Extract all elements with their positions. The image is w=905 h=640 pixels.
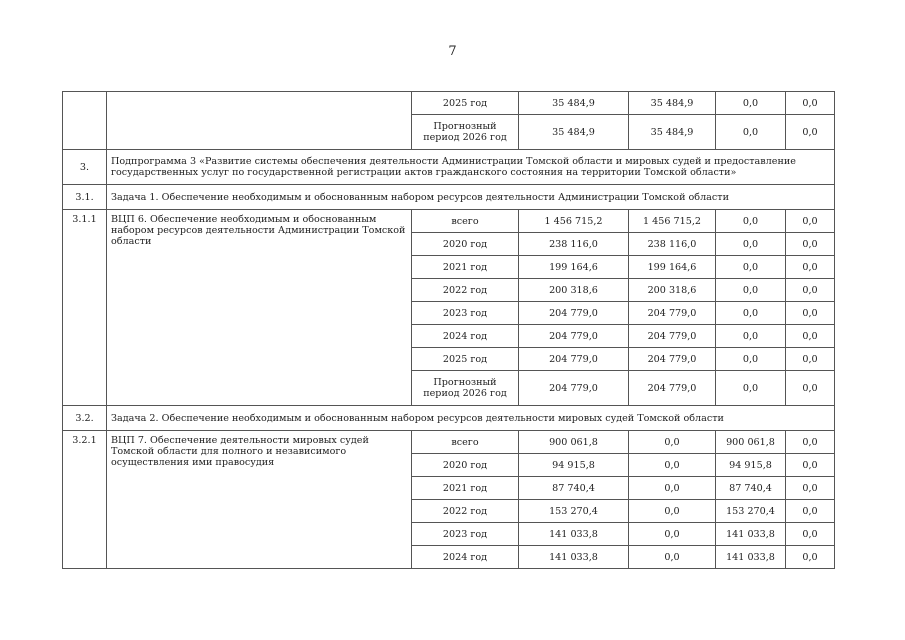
value-cell: 87 740,4: [716, 477, 786, 500]
budget-table: [62, 91, 835, 569]
page-number: 7: [448, 44, 457, 59]
value-cell: 0,0: [716, 115, 786, 150]
period-cell: 2022 год: [412, 500, 519, 523]
period-cell: 2020 год: [412, 454, 519, 477]
table-row: [63, 431, 835, 454]
code-cell: 3.1.: [63, 185, 107, 210]
value-cell: 0,0: [786, 546, 835, 569]
period-cell: 2024 год: [412, 546, 519, 569]
value-cell: 204 779,0: [519, 348, 629, 371]
code-cell: 3.1.1: [63, 210, 107, 406]
value-cell: 204 779,0: [629, 302, 716, 325]
value-cell: 141 033,8: [519, 523, 629, 546]
period-cell: всего: [412, 210, 519, 233]
value-cell: 0,0: [786, 256, 835, 279]
value-cell: 0,0: [716, 302, 786, 325]
period-cell: 2025 год: [412, 92, 519, 115]
table-row: [63, 210, 835, 233]
value-cell: 900 061,8: [519, 431, 629, 454]
value-cell: 0,0: [786, 523, 835, 546]
value-cell: 0,0: [786, 279, 835, 302]
value-cell: 0,0: [716, 92, 786, 115]
value-cell: 0,0: [629, 546, 716, 569]
value-cell: 200 318,6: [629, 279, 716, 302]
value-cell: 94 915,8: [716, 454, 786, 477]
task-row: [63, 406, 835, 431]
value-cell: 0,0: [716, 371, 786, 406]
value-cell: 0,0: [716, 279, 786, 302]
value-cell: 900 061,8: [716, 431, 786, 454]
value-cell: 0,0: [786, 477, 835, 500]
value-cell: 0,0: [629, 431, 716, 454]
value-cell: 238 116,0: [519, 233, 629, 256]
table-body: [63, 92, 835, 569]
value-cell: 153 270,4: [716, 500, 786, 523]
value-cell: 1 456 715,2: [629, 210, 716, 233]
period-cell: 2021 год: [412, 256, 519, 279]
code-cell: [63, 92, 107, 150]
value-cell: 0,0: [629, 454, 716, 477]
period-cell: 2021 год: [412, 477, 519, 500]
period-cell: 2024 год: [412, 325, 519, 348]
value-cell: 204 779,0: [519, 302, 629, 325]
period-cell: 2020 год: [412, 233, 519, 256]
table-row: [63, 92, 835, 115]
period-cell: 2025 год: [412, 348, 519, 371]
period-cell: 2022 год: [412, 279, 519, 302]
value-cell: 35 484,9: [629, 92, 716, 115]
value-cell: 0,0: [629, 500, 716, 523]
period-cell: 2023 год: [412, 523, 519, 546]
value-cell: 0,0: [629, 523, 716, 546]
period-cell: Прогнозный период 2026 год: [412, 115, 519, 150]
value-cell: 35 484,9: [519, 92, 629, 115]
value-cell: 153 270,4: [519, 500, 629, 523]
value-cell: 238 116,0: [629, 233, 716, 256]
value-cell: 0,0: [786, 431, 835, 454]
value-cell: 0,0: [716, 348, 786, 371]
value-cell: 87 740,4: [519, 477, 629, 500]
value-cell: 0,0: [786, 371, 835, 406]
value-cell: 199 164,6: [519, 256, 629, 279]
value-cell: 0,0: [786, 92, 835, 115]
value-cell: 141 033,8: [716, 546, 786, 569]
code-cell: 3.: [63, 150, 107, 185]
task-title: Задача 1. Обеспечение необходимым и обоснованным набором ресурсов деятельности Администрации Томской области: [107, 185, 835, 210]
value-cell: 200 318,6: [519, 279, 629, 302]
value-cell: 199 164,6: [629, 256, 716, 279]
code-cell: 3.2.: [63, 406, 107, 431]
value-cell: 0,0: [786, 233, 835, 256]
value-cell: 0,0: [786, 500, 835, 523]
value-cell: 0,0: [716, 256, 786, 279]
value-cell: 141 033,8: [716, 523, 786, 546]
value-cell: 0,0: [786, 115, 835, 150]
subprogram-row: [63, 150, 835, 185]
program-name-cell: ВЦП 7. Обеспечение деятельности мировых судей Томской области для полного и независимого осуществления ими правосудия: [107, 431, 412, 569]
value-cell: 0,0: [786, 348, 835, 371]
value-cell: 204 779,0: [519, 325, 629, 348]
value-cell: 0,0: [786, 454, 835, 477]
value-cell: 0,0: [629, 477, 716, 500]
value-cell: 204 779,0: [519, 371, 629, 406]
value-cell: 0,0: [716, 233, 786, 256]
value-cell: 1 456 715,2: [519, 210, 629, 233]
value-cell: 141 033,8: [519, 546, 629, 569]
value-cell: 94 915,8: [519, 454, 629, 477]
task-row: [63, 185, 835, 210]
value-cell: 0,0: [716, 325, 786, 348]
code-cell: 3.2.1: [63, 431, 107, 569]
subprogram-title: Подпрограмма 3 «Развитие системы обеспечения деятельности Администрации Томской области и мировых судей и предоставление государственных услуг по государственной регистрации актов гражданского состояния на территории Томской области»: [107, 150, 835, 185]
period-cell: всего: [412, 431, 519, 454]
value-cell: 0,0: [716, 210, 786, 233]
value-cell: 204 779,0: [629, 325, 716, 348]
value-cell: 35 484,9: [519, 115, 629, 150]
name-cell: [107, 92, 412, 150]
period-cell: Прогнозный период 2026 год: [412, 371, 519, 406]
value-cell: 0,0: [786, 210, 835, 233]
value-cell: 204 779,0: [629, 348, 716, 371]
value-cell: 204 779,0: [629, 371, 716, 406]
value-cell: 0,0: [786, 302, 835, 325]
period-cell: 2023 год: [412, 302, 519, 325]
task-title: Задача 2. Обеспечение необходимым и обоснованным набором ресурсов деятельности мировых судей Томской области: [107, 406, 835, 431]
program-name-cell: ВЦП 6. Обеспечение необходимым и обоснованным набором ресурсов деятельности Администрации Томской области: [107, 210, 412, 406]
value-cell: 35 484,9: [629, 115, 716, 150]
value-cell: 0,0: [786, 325, 835, 348]
